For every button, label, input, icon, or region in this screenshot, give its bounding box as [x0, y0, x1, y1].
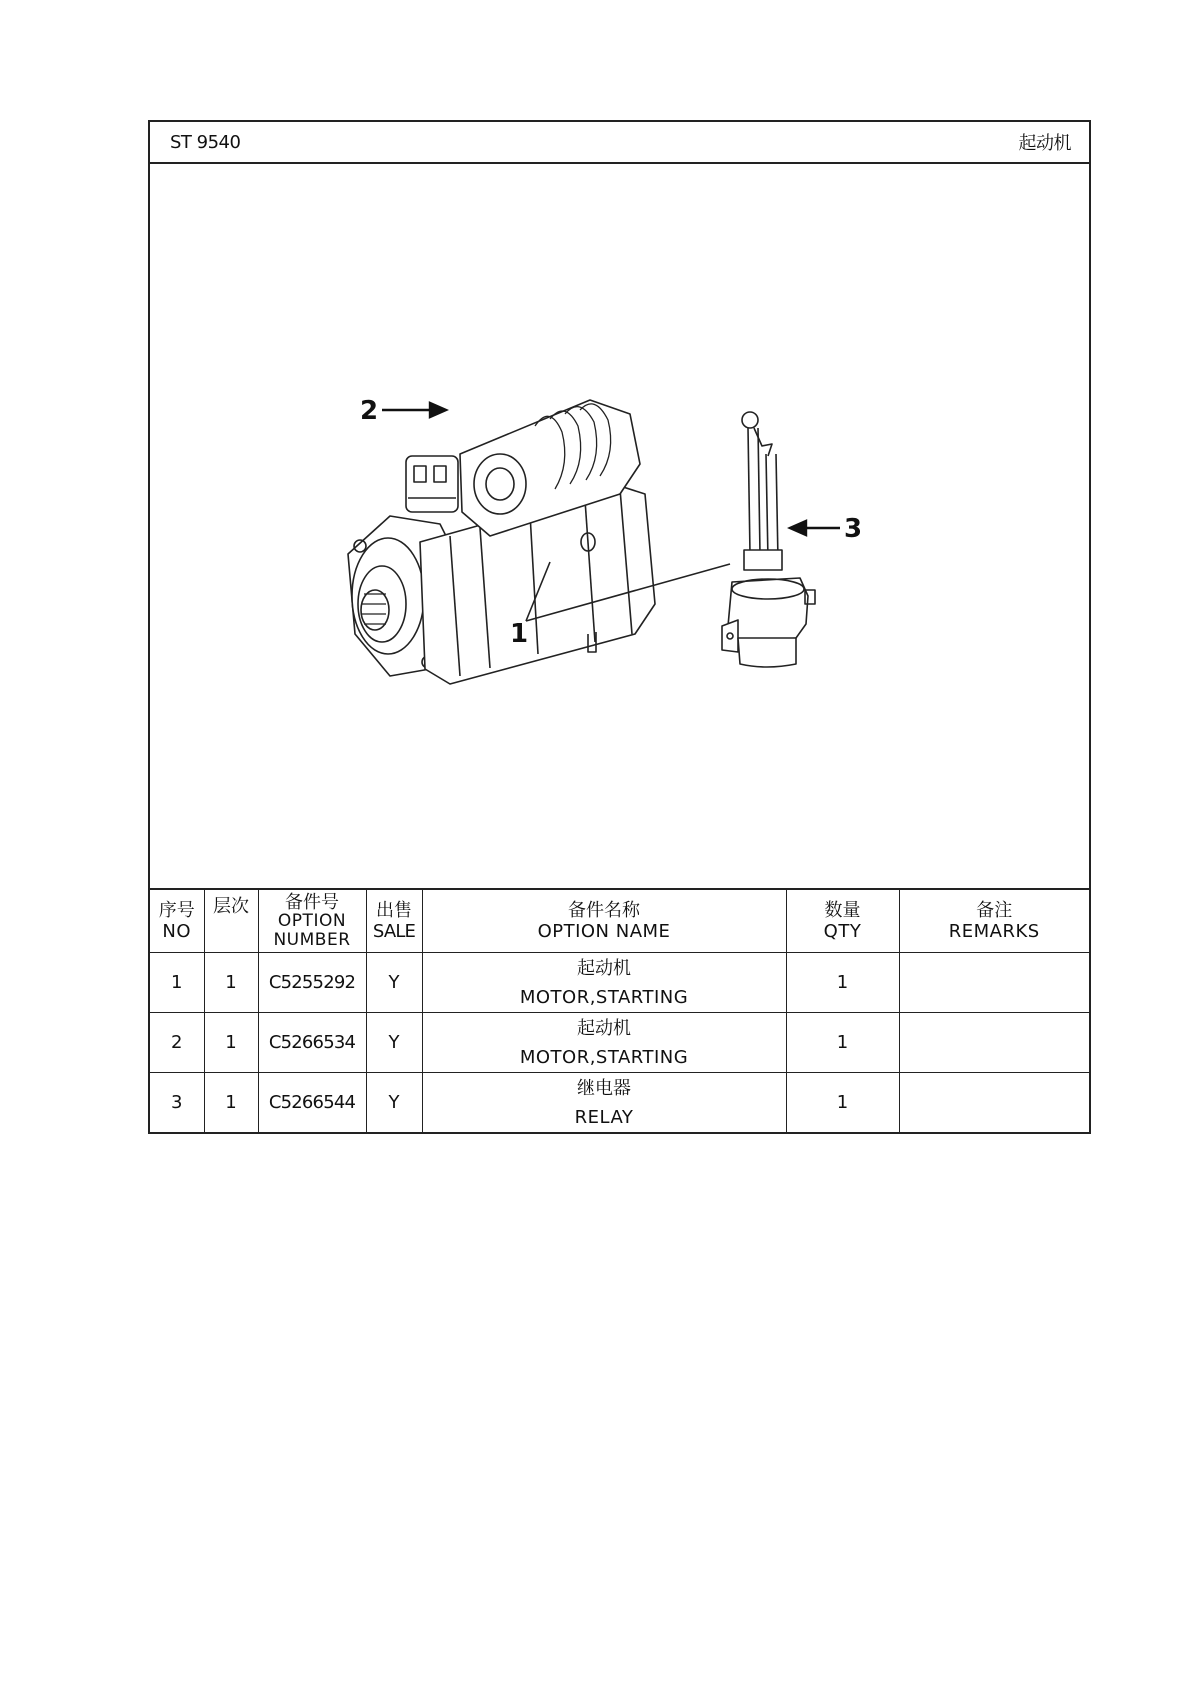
column-header-sale: 出售 SALE	[366, 890, 422, 953]
starter-motor-illustration	[150, 164, 1089, 888]
column-header-remarks: 备注 REMARKS	[899, 890, 1089, 953]
column-header-qty: 数量 QTY	[786, 890, 899, 953]
column-header-no: 序号 NO	[150, 890, 204, 953]
table-row	[150, 1013, 1089, 1073]
row-sale: Y	[366, 953, 422, 1013]
table-row	[150, 953, 1089, 1013]
row-option-name: 起动机 MOTOR,STARTING	[422, 1013, 786, 1073]
row-option-name: 继电器 RELAY	[422, 1073, 786, 1133]
row-qty: 1	[786, 1013, 899, 1073]
parts-table	[150, 890, 1089, 1132]
table-row	[150, 1073, 1089, 1133]
row-remarks	[899, 953, 1089, 1013]
row-no: 1	[150, 953, 204, 1013]
terminal-block	[406, 456, 458, 512]
row-level: 1	[204, 1073, 258, 1133]
row-sale: Y	[366, 1073, 422, 1133]
column-header-level: 层次	[204, 890, 258, 953]
sheet-title: 起动机	[1018, 133, 1071, 154]
row-qty: 1	[786, 1073, 899, 1133]
callout-1: 1	[510, 619, 529, 649]
row-no: 2	[150, 1013, 204, 1073]
parts-sheet	[148, 120, 1091, 1134]
row-part-number: C5255292	[258, 953, 366, 1013]
exploded-view-figure	[150, 164, 1089, 890]
sheet-code: ST 9540	[170, 131, 241, 153]
row-option-name: 起动机 MOTOR,STARTING	[422, 953, 786, 1013]
row-remarks	[899, 1073, 1089, 1133]
callout-2: 2	[360, 396, 379, 426]
row-no: 3	[150, 1073, 204, 1133]
table-header-row	[150, 890, 1089, 953]
row-remarks	[899, 1013, 1089, 1073]
column-header-option-number: 备件号 OPTION NUMBER	[258, 890, 366, 953]
relay-body	[728, 578, 808, 642]
row-sale: Y	[366, 1013, 422, 1073]
column-header-option-name: 备件名称 OPTION NAME	[422, 890, 786, 953]
row-part-number: C5266544	[258, 1073, 366, 1133]
row-level: 1	[204, 1013, 258, 1073]
callout-3: 3	[844, 514, 863, 544]
row-qty: 1	[786, 953, 899, 1013]
row-part-number: C5266534	[258, 1013, 366, 1073]
relay-ring-terminal	[742, 412, 758, 428]
row-level: 1	[204, 953, 258, 1013]
sheet-header	[150, 122, 1089, 164]
